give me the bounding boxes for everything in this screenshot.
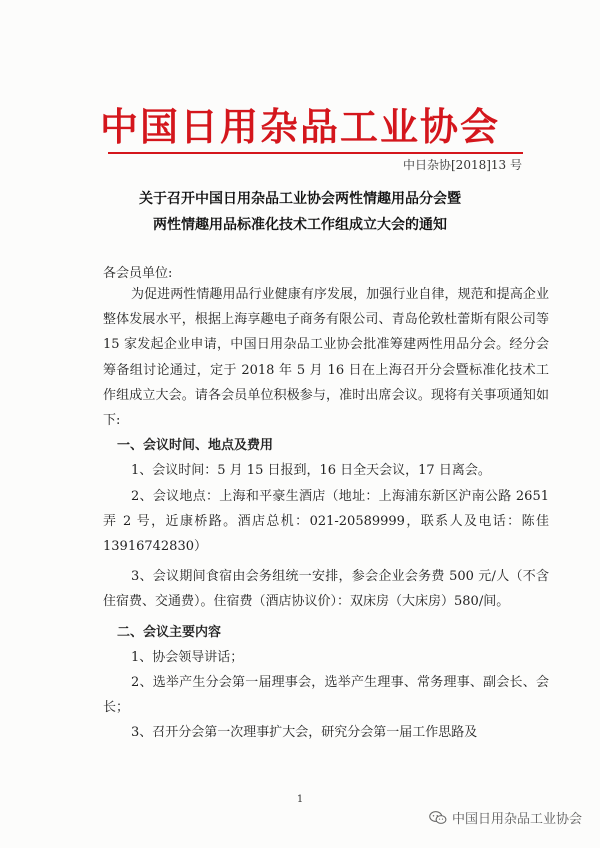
notice-body xyxy=(103,282,549,746)
notice-title-line-1: 关于召开中国日用杂品工业协会两性情趣用品分会暨 xyxy=(139,191,461,207)
document-number: 中日杂协[2018]13 号 xyxy=(403,158,522,172)
section-1-item-2: 2、会议地点：上海和平豪生酒店（地址：上海浦东新区沪南公路 2651 弄 2 号，近康桥路。酒店总机：021-20589999，联系人及电话：陈佳 13916742830） xyxy=(103,488,549,555)
section-2-heading: 二、会议主要内容 xyxy=(117,624,222,640)
salutation: 各会员单位: xyxy=(103,266,173,281)
page-number: 1 xyxy=(296,794,304,805)
section-2-item-1: 1、协会领导讲话； xyxy=(131,649,244,665)
intro-paragraph: 为促进两性情趣用品行业健康有序发展，加强行业自律，规范和提高企业整体发展水平，根据上海享趣电子商务有限公司、青岛伦敦杜蕾斯有限公司等 15 家发起企业申请，中国日用杂品工业协会批准筹建两性用品分会。经分会筹备组讨论通过，定于 2018 年 5 月 16 日在上海召开分会暨标准化技术工作组成立大会。请各会员单位积极参与，准时出席会议。现将有关事项通知如下: xyxy=(103,287,549,429)
wechat-icon xyxy=(429,810,447,826)
letterhead-red-rule xyxy=(108,152,523,154)
section-1-heading: 一、会议时间、地点及费用 xyxy=(117,438,274,454)
section-1-item-1: 1、会议时间：5 月 15 日报到，16 日全天会议，17 日离会。 xyxy=(131,463,491,479)
notice-title-line-2: 两性情趣用品标准化技术工作组成立大会的通知 xyxy=(153,217,447,233)
section-1-item-3: 3、会议期间食宿由会务组统一安排，参会企业会务费 500 元/人（不含住宿费、交通费）。住宿费（酒店协议价）：双床房（大床房）580/间。 xyxy=(103,569,549,610)
watermark-text: 中国日用杂品工业协会 xyxy=(451,812,582,827)
wechat-watermark xyxy=(429,808,582,827)
section-2-item-2: 2、选举产生分会第一届理事会，选举产生理事、常务理事、副会长、会长； xyxy=(103,675,549,716)
section-2-item-3: 3、召开分会第一次理事扩大会，研究分会第一届工作思路及 xyxy=(131,725,478,741)
org-letterhead-title: 中国日用杂品工业协会 xyxy=(99,105,500,149)
